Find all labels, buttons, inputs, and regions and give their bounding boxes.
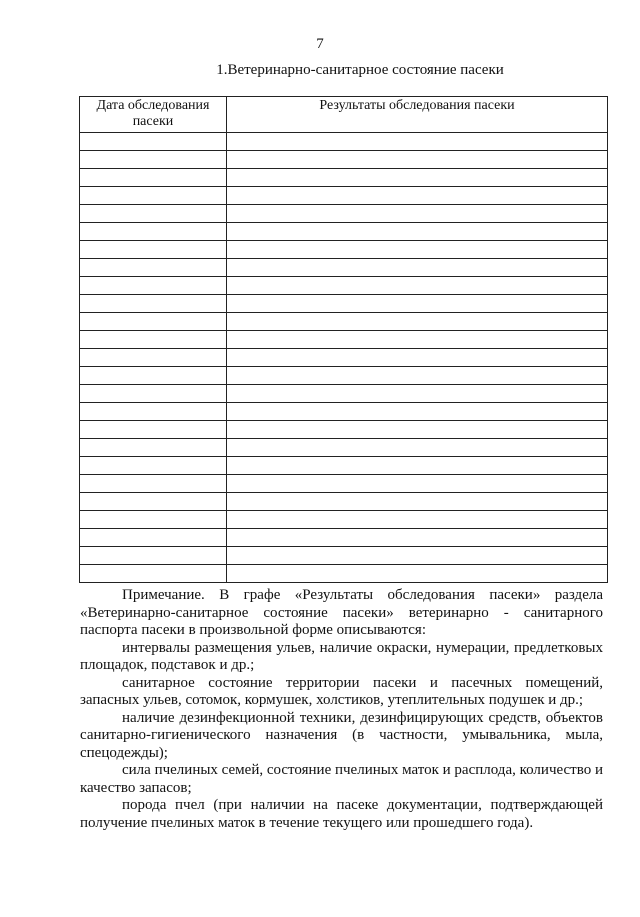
table-row [80, 331, 608, 349]
date-cell [80, 403, 227, 421]
table-body [80, 133, 608, 583]
date-cell [80, 331, 227, 349]
date-cell [80, 295, 227, 313]
note-item-disinfection: наличие дезинфекционной техники, дезинфицирующих средств, объектов санитарно-гигиенического назначения (в частности, умывальника, мыла, спецодежды); [80, 709, 603, 761]
results-cell [227, 223, 608, 241]
date-cell [80, 367, 227, 385]
table-row [80, 169, 608, 187]
results-cell [227, 421, 608, 439]
header-survey-results: Результаты обследования пасеки [227, 97, 608, 133]
date-cell [80, 187, 227, 205]
table-row [80, 529, 608, 547]
results-cell [227, 547, 608, 565]
date-cell [80, 529, 227, 547]
date-cell [80, 439, 227, 457]
results-cell [227, 205, 608, 223]
results-cell [227, 565, 608, 583]
results-cell [227, 403, 608, 421]
table-row [80, 187, 608, 205]
note-item-sanitary-state: санитарное состояние территории пасеки и пасечных помещений, запасных ульев, сотомок, кормушек, холстиков, утеплительных подушек и др.; [80, 674, 603, 708]
date-cell [80, 565, 227, 583]
table-row [80, 223, 608, 241]
date-cell [80, 511, 227, 529]
table-row [80, 133, 608, 151]
date-cell [80, 547, 227, 565]
results-cell [227, 475, 608, 493]
table-row [80, 151, 608, 169]
date-cell [80, 259, 227, 277]
results-cell [227, 187, 608, 205]
results-cell [227, 529, 608, 547]
date-cell [80, 133, 227, 151]
date-cell [80, 169, 227, 187]
table-row [80, 493, 608, 511]
table-row [80, 457, 608, 475]
results-cell [227, 439, 608, 457]
results-cell [227, 241, 608, 259]
table-row [80, 205, 608, 223]
results-cell [227, 133, 608, 151]
date-cell [80, 421, 227, 439]
note-item-placement: интервалы размещения ульев, наличие окраски, нумерации, предлетковых площадок, подставок и др.; [80, 639, 603, 673]
date-cell [80, 475, 227, 493]
results-cell [227, 295, 608, 313]
note-item-colony-strength: сила пчелиных семей, состояние пчелиных маток и расплода, количество и качество запасов; [80, 762, 603, 796]
table-row [80, 475, 608, 493]
date-cell [80, 151, 227, 169]
date-cell [80, 457, 227, 475]
results-cell [227, 259, 608, 277]
table-row [80, 367, 608, 385]
date-cell [80, 385, 227, 403]
date-cell [80, 313, 227, 331]
page-number: 7 [316, 36, 324, 52]
table-row [80, 313, 608, 331]
date-cell [80, 223, 227, 241]
survey-table [79, 96, 608, 583]
table-row [80, 349, 608, 367]
results-cell [227, 331, 608, 349]
results-cell [227, 349, 608, 367]
date-cell [80, 493, 227, 511]
table-row [80, 259, 608, 277]
section-title: 1.Ветеринарно-санитарное состояние пасеки [216, 62, 504, 78]
table-row [80, 241, 608, 259]
date-cell [80, 241, 227, 259]
table-row [80, 565, 608, 583]
results-cell [227, 169, 608, 187]
table-row [80, 403, 608, 421]
note-block [80, 587, 603, 832]
table-row [80, 277, 608, 295]
table-header-row [80, 97, 608, 133]
results-cell [227, 511, 608, 529]
results-cell [227, 151, 608, 169]
table-row [80, 295, 608, 313]
results-cell [227, 277, 608, 295]
note-intro: Примечание. В графе «Результаты обследования пасеки» раздела «Ветеринарно-санитарное состояние пасеки» ветеринарно - санитарного паспорта пасеки в произвольной форме описываются: [80, 587, 603, 638]
table-row [80, 547, 608, 565]
results-cell [227, 385, 608, 403]
header-survey-date: Дата обследования пасеки [80, 97, 227, 133]
results-cell [227, 367, 608, 385]
date-cell [80, 205, 227, 223]
date-cell [80, 277, 227, 295]
results-cell [227, 313, 608, 331]
table-row [80, 439, 608, 457]
table-row [80, 511, 608, 529]
note-item-bee-breed: порода пчел (при наличии на пасеке документации, подтверждающей получение пчелиных маток в течение текущего или прошедшего года). [80, 797, 603, 831]
date-cell [80, 349, 227, 367]
table-row [80, 385, 608, 403]
results-cell [227, 457, 608, 475]
table-row [80, 421, 608, 439]
results-cell [227, 493, 608, 511]
